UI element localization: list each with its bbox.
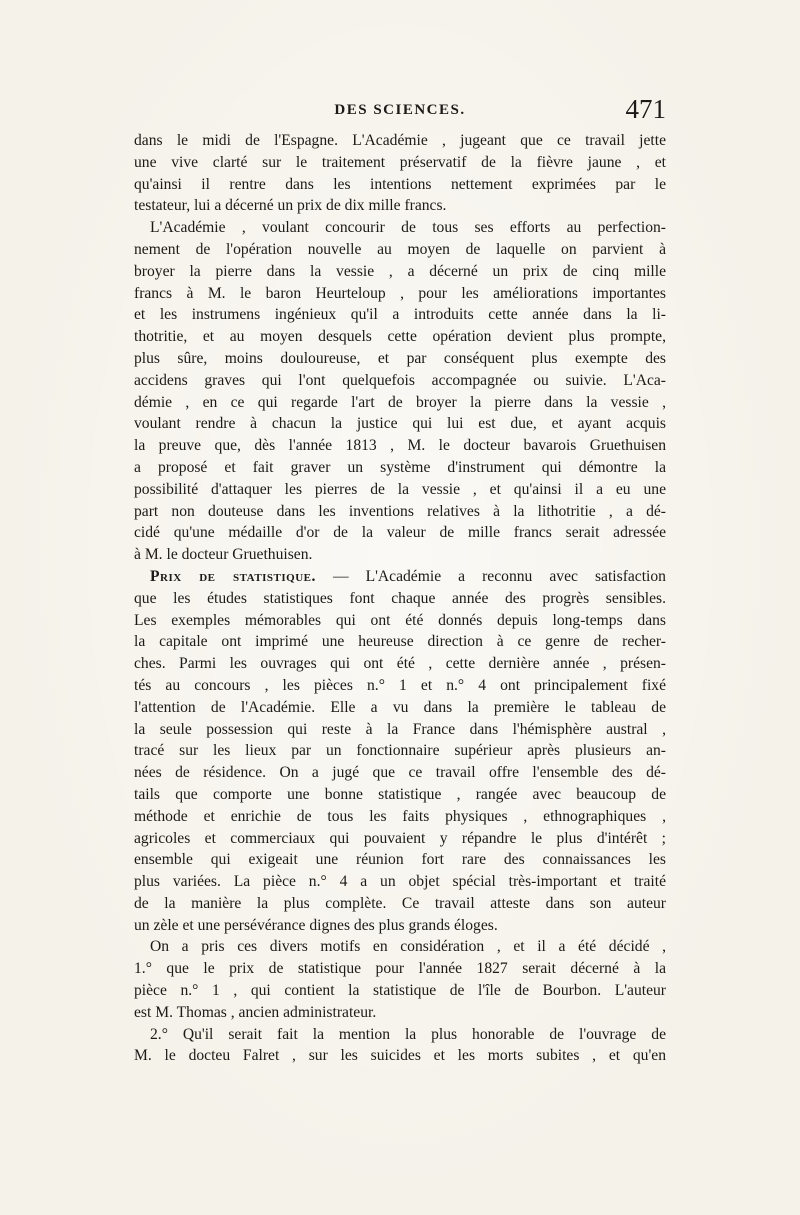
text-line: plus sûre, moins douloureuse, et par conséquent plus exempte des bbox=[134, 349, 666, 367]
heading-trailing-text: — L'Académie a reconnu avec satisfaction bbox=[315, 567, 666, 585]
text-line: nement de l'opération nouvelle au moyen de laquelle on parvient à bbox=[134, 240, 666, 258]
text-line: M. le docteu Falret , sur les suicides et les morts subites , et qu'en bbox=[134, 1047, 666, 1065]
text-line: voulant rendre à chacun la justice qui lui est due, et ayant acquis bbox=[134, 415, 666, 433]
text-line: L'Académie , voulant concourir de tous ses efforts au perfection- bbox=[150, 219, 666, 237]
text-line: part non douteuse dans les inventions relatives à la lithotritie , a dé- bbox=[134, 502, 666, 520]
section-heading: Prix de statistique. bbox=[150, 567, 316, 585]
text-line: nées de résidence. On a jugé que ce travail offre l'ensemble des dé- bbox=[134, 764, 666, 782]
text-line: cidé qu'une médaille d'or de la valeur de mille francs serait adressée bbox=[134, 524, 666, 542]
text-line: plus variées. La pièce n.° 4 a un objet spécial très-important et traité bbox=[134, 873, 666, 891]
running-title: DES SCIENCES. bbox=[334, 102, 466, 118]
text-line: 2.° Qu'il serait fait la mention la plus honorable de l'ouvrage de bbox=[150, 1025, 666, 1043]
paragraph-prix-statistique bbox=[134, 566, 666, 937]
text-line: thotritie, et au moyen desquels cette opération devient plus prompte, bbox=[134, 328, 666, 346]
text-line: francs à M. le baron Heurteloup , pour les améliorations importantes bbox=[134, 284, 666, 302]
text-line: tracé sur les lieux par un fonctionnaire supérieur après plusieurs an- bbox=[134, 742, 666, 760]
text-line: méthode et enrichie de tous les faits physiques , ethnographiques , bbox=[134, 807, 666, 825]
running-head bbox=[134, 94, 666, 128]
paragraph-lithotritie bbox=[134, 217, 666, 566]
text-line: ches. Parmi les ouvrages qui ont été , cette dernière année , présen- bbox=[134, 655, 666, 673]
paragraph-mention bbox=[134, 1024, 666, 1068]
text-line: démie , en ce qui regarde l'art de broyer la pierre dans la vessie , bbox=[134, 393, 666, 411]
text-line: pièce n.° 1 , qui contient la statistique de l'île de Bourbon. L'auteur bbox=[134, 982, 666, 1000]
text-line: dans le midi de l'Espagne. L'Académie , jugeant que ce travail jette bbox=[134, 132, 666, 149]
text-line: tails que comporte une bonne statistique , rangée avec beaucoup de bbox=[134, 785, 666, 803]
text-line bbox=[134, 566, 666, 588]
text-line: la preuve que, dès l'année 1813 , M. le docteur bavarois Gruethuisen bbox=[134, 437, 666, 455]
paragraph-continuation bbox=[134, 130, 666, 217]
text-line: une vive clarté sur le traitement préservatif de la fièvre jaune , et bbox=[134, 153, 666, 171]
text-line: la capitale ont imprimé une heureuse direction à ce genre de recher- bbox=[134, 633, 666, 651]
page-number: 471 bbox=[625, 94, 666, 124]
text-line: On a pris ces divers motifs en considération , et il a été décidé , bbox=[150, 938, 666, 956]
text-line: de la manière la plus complète. Ce travail atteste dans son auteur bbox=[134, 894, 666, 912]
paragraph-decision bbox=[134, 936, 666, 1023]
text-line: possibilité d'attaquer les pierres de la vessie , et qu'ainsi il a eu une bbox=[134, 480, 666, 498]
text-line: ensemble qui exigeait une réunion fort rare des connaissances les bbox=[134, 851, 666, 869]
text-line: a proposé et fait graver un système d'instrument qui démontre la bbox=[134, 458, 666, 476]
text-line: est M. Thomas , ancien administrateur. bbox=[134, 1003, 377, 1021]
text-line: à M. le docteur Gruethuisen. bbox=[134, 546, 313, 564]
text-line: qu'ainsi il rentre dans les intentions nettement exprimées par le bbox=[134, 175, 666, 193]
body-text bbox=[134, 130, 666, 1067]
text-line: tés au concours , les pièces n.° 1 et n.° 4 ont principalement fixé bbox=[134, 676, 666, 694]
text-line: broyer la pierre dans la vessie , a décerné un prix de cinq mille bbox=[134, 262, 666, 280]
text-line: un zèle et une persévérance dignes des plus grands éloges. bbox=[134, 916, 498, 934]
text-line: que les études statistiques font chaque année des progrès sensibles. bbox=[134, 589, 666, 607]
text-line: la seule possession qui reste à la France dans l'hémisphère austral , bbox=[134, 720, 666, 738]
text-line: l'attention de l'Académie. Elle a vu dans la première le tableau de bbox=[134, 698, 666, 716]
text-line: accidens graves qui l'ont quelquefois accompagnée ou suivie. L'Aca- bbox=[134, 371, 666, 389]
text-line: testateur, lui a décerné un prix de dix mille francs. bbox=[134, 197, 447, 215]
text-line: et les instrumens ingénieux qu'il a introduits cette année dans la li- bbox=[134, 306, 666, 324]
text-line: agricoles et commerciaux qui pouvaient y répandre le plus d'intérêt ; bbox=[134, 829, 666, 847]
text-line: Les exemples mémorables qui ont été donnés depuis long-temps dans bbox=[134, 611, 666, 629]
text-line: 1.° que le prix de statistique pour l'année 1827 serait décerné à la bbox=[134, 960, 666, 978]
